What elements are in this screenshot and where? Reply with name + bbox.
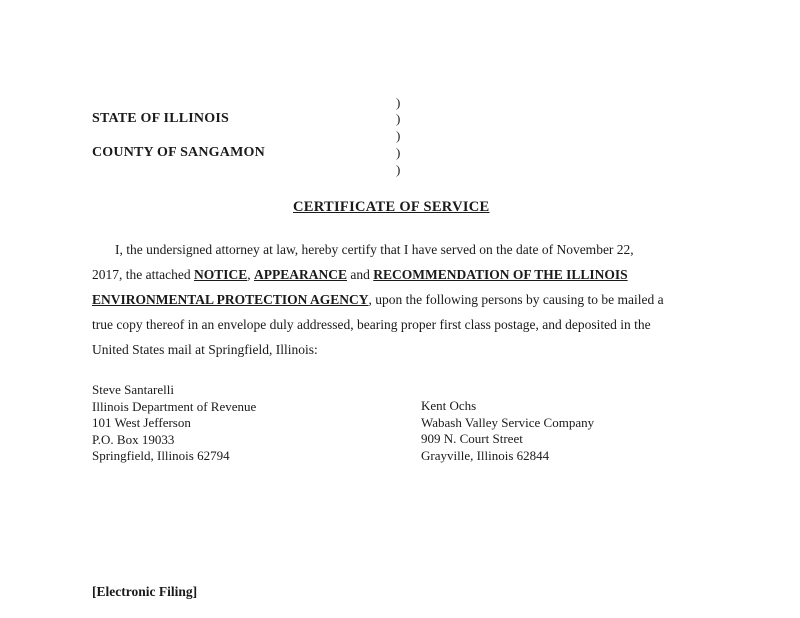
document-title: CERTIFICATE OF SERVICE	[293, 199, 490, 215]
address-line: P.O. Box 19033	[92, 431, 175, 447]
recipient-address	[421, 398, 594, 464]
address-line: Springfield, Illinois 62794	[92, 448, 230, 463]
body-line-4: true copy thereof in an envelope duly addressed, bearing proper first class postage, and deposited in the	[92, 317, 651, 332]
caption-paren: )	[396, 111, 401, 126]
caption-state: STATE OF ILLINOIS	[92, 111, 229, 126]
body-line-1: I, the undersigned attorney at law, hereby certify that I have served on the date of November 22,	[115, 242, 634, 257]
recipient-address	[92, 382, 256, 465]
address-line: 909 N. Court Street	[421, 431, 523, 446]
body-text: ,	[247, 267, 254, 282]
caption-county: COUNTY OF SANGAMON	[92, 145, 265, 160]
body-line-2	[92, 267, 628, 283]
address-line: Wabash Valley Service Company	[421, 414, 595, 430]
appearance-ref: APPEARANCE	[253, 267, 347, 282]
body-line-3	[92, 292, 664, 308]
agency-ref: ENVIRONMENTAL PROTECTION AGENCY	[92, 292, 369, 307]
body-line-5: United States mail at Springfield, Illinois:	[92, 342, 318, 357]
address-line: Grayville, Illinois 62844	[421, 447, 550, 463]
body-text: and	[346, 267, 374, 282]
recommendation-ref: RECOMMENDATION OF THE ILLINOIS	[373, 267, 628, 282]
caption-paren: )	[396, 162, 401, 177]
address-line: 101 West Jefferson	[92, 415, 191, 430]
caption-paren: )	[396, 128, 401, 143]
address-line: Illinois Department of Revenue	[92, 398, 257, 414]
address-line: Steve Santarelli	[92, 382, 174, 397]
notice-ref: NOTICE	[193, 267, 248, 282]
caption-paren: )	[396, 145, 401, 160]
caption-paren: )	[396, 95, 401, 110]
body-text: , upon the following persons by causing to be mailed a	[368, 292, 664, 307]
body-text: 2017, the attached	[92, 267, 194, 282]
electronic-filing-label: [Electronic Filing]	[92, 584, 198, 599]
address-line: Kent Ochs	[421, 398, 477, 413]
